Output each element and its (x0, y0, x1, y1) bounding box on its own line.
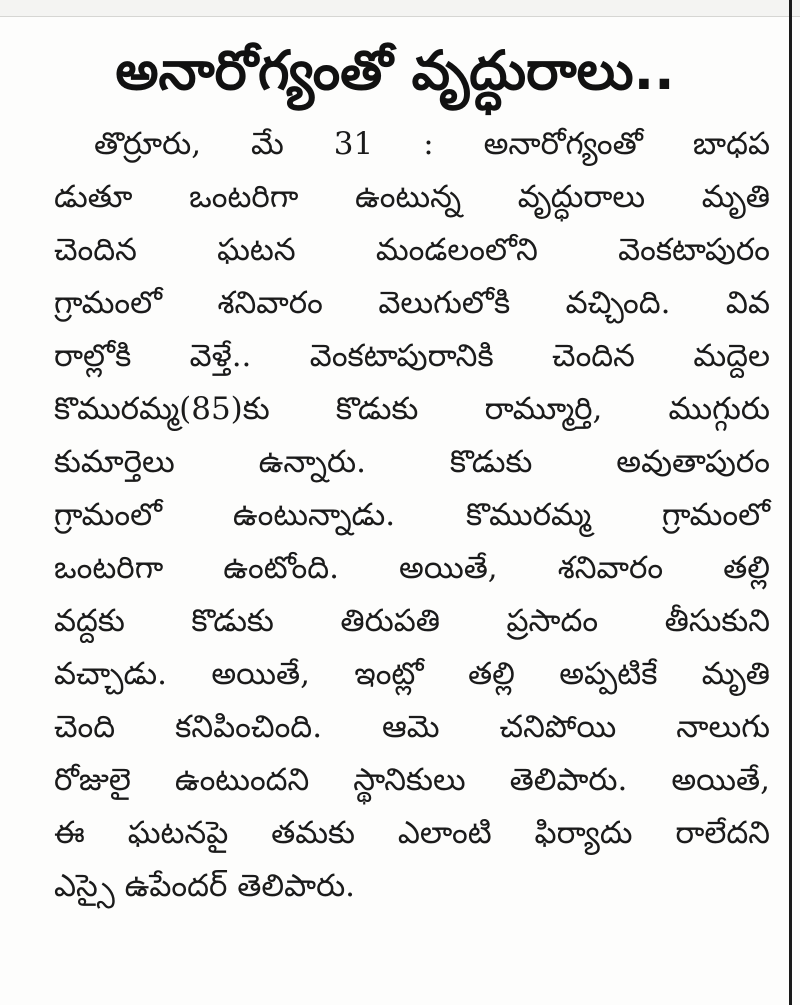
body-line: రాల్లోకి వెళ్తే.. వెంకటాపురానికి చెందిన మద్దెల (54, 338, 770, 374)
body-line: డుతూ ఒంటరిగా ఉంటున్న వృద్ధురాలు మృతి (54, 179, 770, 215)
body-line: ఎస్సై ఉపేందర్ తెలిపారు. (54, 868, 356, 904)
body-line: రోజులై ఉంటుందని స్థానికులు తెలిపారు. అయితే, (54, 762, 770, 798)
body-line: చెంది కనిపించింది. ఆమె చనిపోయి నాలుగు (54, 709, 770, 745)
body-line: చెందిన ఘటన మండలంలోని వెంకటాపురం (54, 232, 770, 268)
body-line: గ్రామంలో ఉంటున్నాడు. కొమురమ్మ గ్రామంలో (54, 497, 770, 533)
body-line: వద్దకు కొడుకు తిరుపతి ప్రసాదం తీసుకుని (54, 603, 770, 639)
column-rule (789, 0, 792, 1005)
body-line: ఈ ఘటనపై తమకు ఎలాంటి ఫిర్యాదు రాలేదని (54, 815, 770, 851)
body-line: గ్రామంలో శనివారం వెలుగులోకి వచ్చింది. వివ (54, 285, 770, 321)
body-line: తొర్రూరు, మే 31 : అనారోగ్యంతో బాధప (94, 126, 770, 162)
body-line: ఒంటరిగా ఉంటోంది. అయితే, శనివారం తల్లి (54, 550, 770, 586)
article-body (54, 118, 770, 913)
cropped-previous-text (0, 0, 800, 17)
body-line: కుమార్తెలు ఉన్నారు. కొడుకు అవుతాపురం (54, 444, 770, 480)
body-line: కొమురమ్మ(85)కు కొడుకు రామ్మూర్తి, ముగ్గురు (54, 391, 770, 427)
body-line: వచ్చాడు. అయితే, ఇంట్లో తల్లి అప్పటికే మృతి (54, 656, 770, 692)
headline: అనారోగ్యంతో వృద్ధురాలు.. (115, 39, 675, 102)
